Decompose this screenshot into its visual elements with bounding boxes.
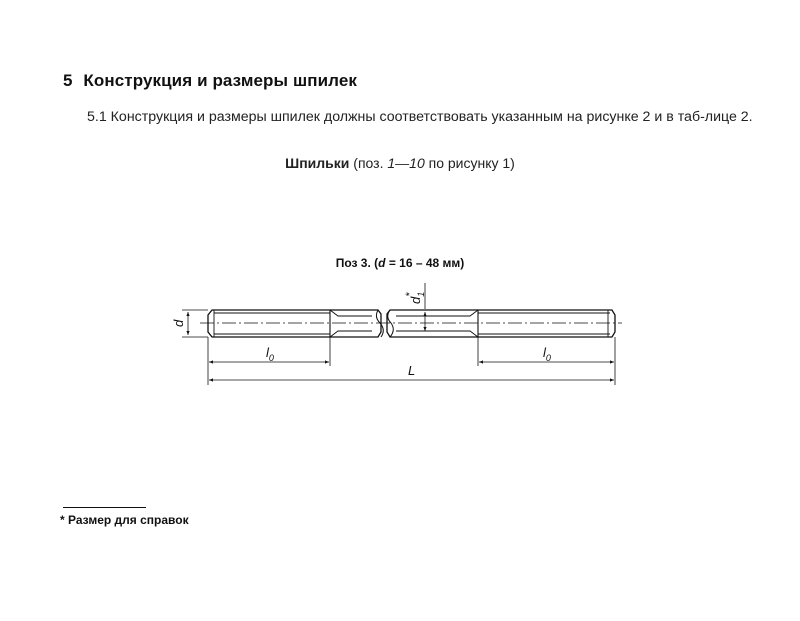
- paragraph-5-1: 5.1 Конструкция и размеры шпилек должны соответствовать указанным на рисунке 2 и в таб-лице 2.: [87, 109, 753, 125]
- dim-L-label: L: [408, 363, 416, 378]
- dim-d1-sub: 1: [416, 291, 426, 297]
- dim-l0-left-label: [266, 345, 274, 363]
- caption-post: по рисунку 1): [424, 155, 515, 171]
- dim-d1-sup: *: [404, 292, 416, 297]
- caption-bold: Шпильки: [285, 155, 350, 171]
- dim-l0-right-sub: 0: [545, 353, 551, 363]
- pos-label-pre: Поз 3. (: [335, 256, 379, 270]
- caption-pre: (поз.: [349, 155, 388, 171]
- dim-l0-right-main: l: [543, 345, 546, 360]
- caption-italic: 1—10: [387, 155, 425, 171]
- section-number: 5: [63, 71, 73, 90]
- svg-text:d1*: [404, 292, 426, 304]
- footnote-rule: [63, 507, 146, 508]
- footnote: * Размер для справок: [60, 513, 189, 527]
- dim-l0-left-sub: 0: [268, 353, 274, 363]
- dim-l0-right-label: [543, 345, 551, 363]
- dim-d1-main: d: [408, 296, 423, 304]
- dim-d-label: d: [171, 319, 186, 327]
- pos-label-italic: d: [378, 256, 386, 270]
- pos-label-post: = 16 – 48 мм): [385, 256, 465, 270]
- section-title: Конструкция и размеры шпилек: [83, 71, 357, 90]
- stud-outline: [208, 310, 615, 337]
- dim-l0-left-main: l: [266, 345, 269, 360]
- dim-d1-label: [404, 292, 426, 304]
